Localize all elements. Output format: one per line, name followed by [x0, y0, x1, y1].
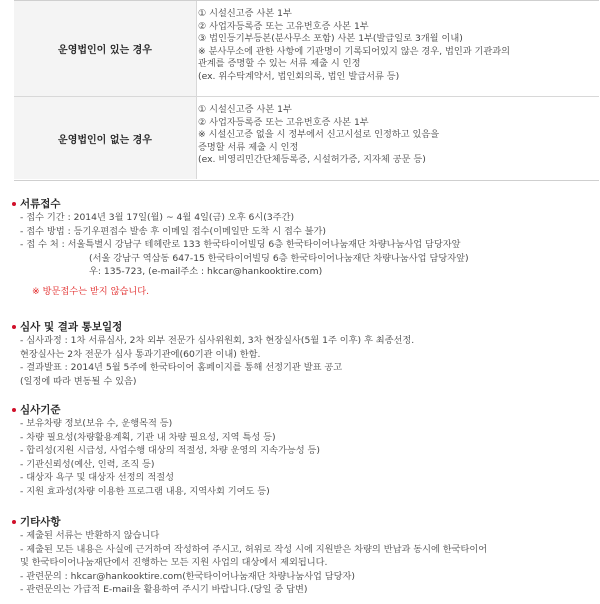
list-item: 우: 135-723, (e-mail주소 : hkcar@hankooktire.com) — [89, 266, 323, 277]
row-body — [198, 8, 595, 83]
section-heading: 심사 및 결과 통보일정 — [12, 320, 414, 334]
list-item: - 결과발표 : 2014년 5월 5주에 한국타이어 홈페이지를 통해 선정기관 발표 공고 — [20, 362, 343, 373]
list-item: - 관련문의 : hkcar@hankooktire.com(한국타이어나눔재단 차량나눔사업 담당자) — [20, 570, 355, 582]
list-item: (일정에 따라 변동될 수 있음) — [20, 375, 137, 387]
list-item: - 관련문의는 가급적 E-mail을 활용하여 주시기 바랍니다.(당일 중 답변) — [20, 584, 308, 595]
list-item: - 제출된 서류는 반환하지 않습니다 — [20, 530, 160, 541]
list-item: - 지원 효과성(차량 이용한 프로그램 내용, 지역사회 기여도 등) — [20, 485, 270, 497]
row-body — [198, 104, 595, 167]
list-item: - 합리성(지원 시급성, 사업수행 대상의 적절성, 차량 운영의 지속가능성 등) — [20, 445, 320, 456]
warning-note: ※ 방문접수는 받지 않습니다. — [32, 285, 150, 297]
list-item: - 기관신뢰성(예산, 인력, 조직 등) — [20, 458, 155, 470]
row-header: 운영법인이 있는 경우 — [14, 1, 197, 96]
list-item: 관계를 증명할 수 있는 서류 제출 시 인정 — [198, 58, 361, 69]
list-item: - 대상자 욕구 및 대상자 선정의 적절성 — [20, 472, 174, 483]
list-item: 증명할 서류 제출 시 인정 — [198, 141, 299, 153]
list-item: ※ 분사무소에 관한 사항에 기관명이 기록되어있지 않은 경우, 법인과 기관과의 — [198, 45, 511, 57]
list-item: ① 시설신고증 사본 1부 — [198, 8, 292, 19]
list-item: ③ 법인등기부등본(분사무소 포함) 사본 1부(발급일로 3개월 이내) — [198, 33, 463, 44]
list-item: - 접수 방법 : 등기우편접수 발송 후 이메일 접수(이메일만 도착 시 접수 불가) — [20, 225, 327, 237]
list-item: - 심사과정 : 1차 서류심사, 2차 외부 전문가 심사위원회, 3차 현장실사(5월 1주 이후) 후 최종선정. — [20, 335, 415, 346]
section-submission — [12, 197, 469, 299]
list-item: ※ 시설신고증 없을 시 정부에서 신고시설로 인정하고 있음을 — [198, 129, 440, 140]
section-review-schedule — [12, 320, 414, 388]
list-item: ② 사업자등록증 또는 고유번호증 사본 1부 — [198, 20, 369, 32]
section-heading: 서류접수 — [12, 197, 469, 211]
list-item: 및 한국타이어나눔재단에서 진행하는 모든 지원 사업의 대상에서 제외됩니다. — [20, 557, 328, 568]
row-header: 운영법인이 없는 경우 — [14, 97, 197, 179]
list-item: - 제출된 모든 내용은 사실에 근거하여 작성하여 주시고, 허위로 작성 시에 지원받은 차량의 반납과 동시에 한국타이어 — [20, 543, 488, 555]
table-row — [14, 97, 599, 179]
table-row — [14, 1, 599, 97]
list-item: ① 시설신고증 사본 1부 — [198, 104, 292, 115]
section-heading: 심사기준 — [12, 403, 320, 417]
section-criteria — [12, 403, 320, 498]
list-item: - 접수 기간 : 2014년 3월 17일(월) ~ 4월 4일(금) 오후 6시(3주간) — [20, 212, 295, 223]
section-misc — [12, 515, 487, 597]
requirements-table — [14, 0, 599, 181]
list-item: (서울 강남구 역삼동 647-15 한국타이어빌딩 6층 한국타이어나눔재단 차량나눔사업 담당자앞) — [89, 252, 469, 264]
list-item: (ex. 비영리민간단체등록증, 시설허가증, 지자체 공문 등) — [198, 154, 426, 165]
list-item: - 접 수 처 : 서울특별시 강남구 테헤란로 133 한국타이어빌딩 6층 한국타이어나눔재단 차량나눔사업 담당자앞 — [20, 239, 461, 250]
list-item: ② 사업자등록증 또는 고유번호증 사본 1부 — [198, 116, 369, 128]
list-item: - 보유차량 정보(보유 수, 운행목적 등) — [20, 418, 173, 429]
section-heading: 기타사항 — [12, 515, 487, 529]
list-item: 현장실사는 2차 전문가 심사 통과기관에(60기관 이내) 한함. — [20, 348, 261, 360]
list-item: - 차량 필요성(차량활용계획, 기관 내 차량 필요성, 지역 특성 등) — [20, 431, 276, 443]
list-item: (ex. 위수탁계약서, 법인회의록, 법인 발급서류 등) — [198, 70, 400, 82]
